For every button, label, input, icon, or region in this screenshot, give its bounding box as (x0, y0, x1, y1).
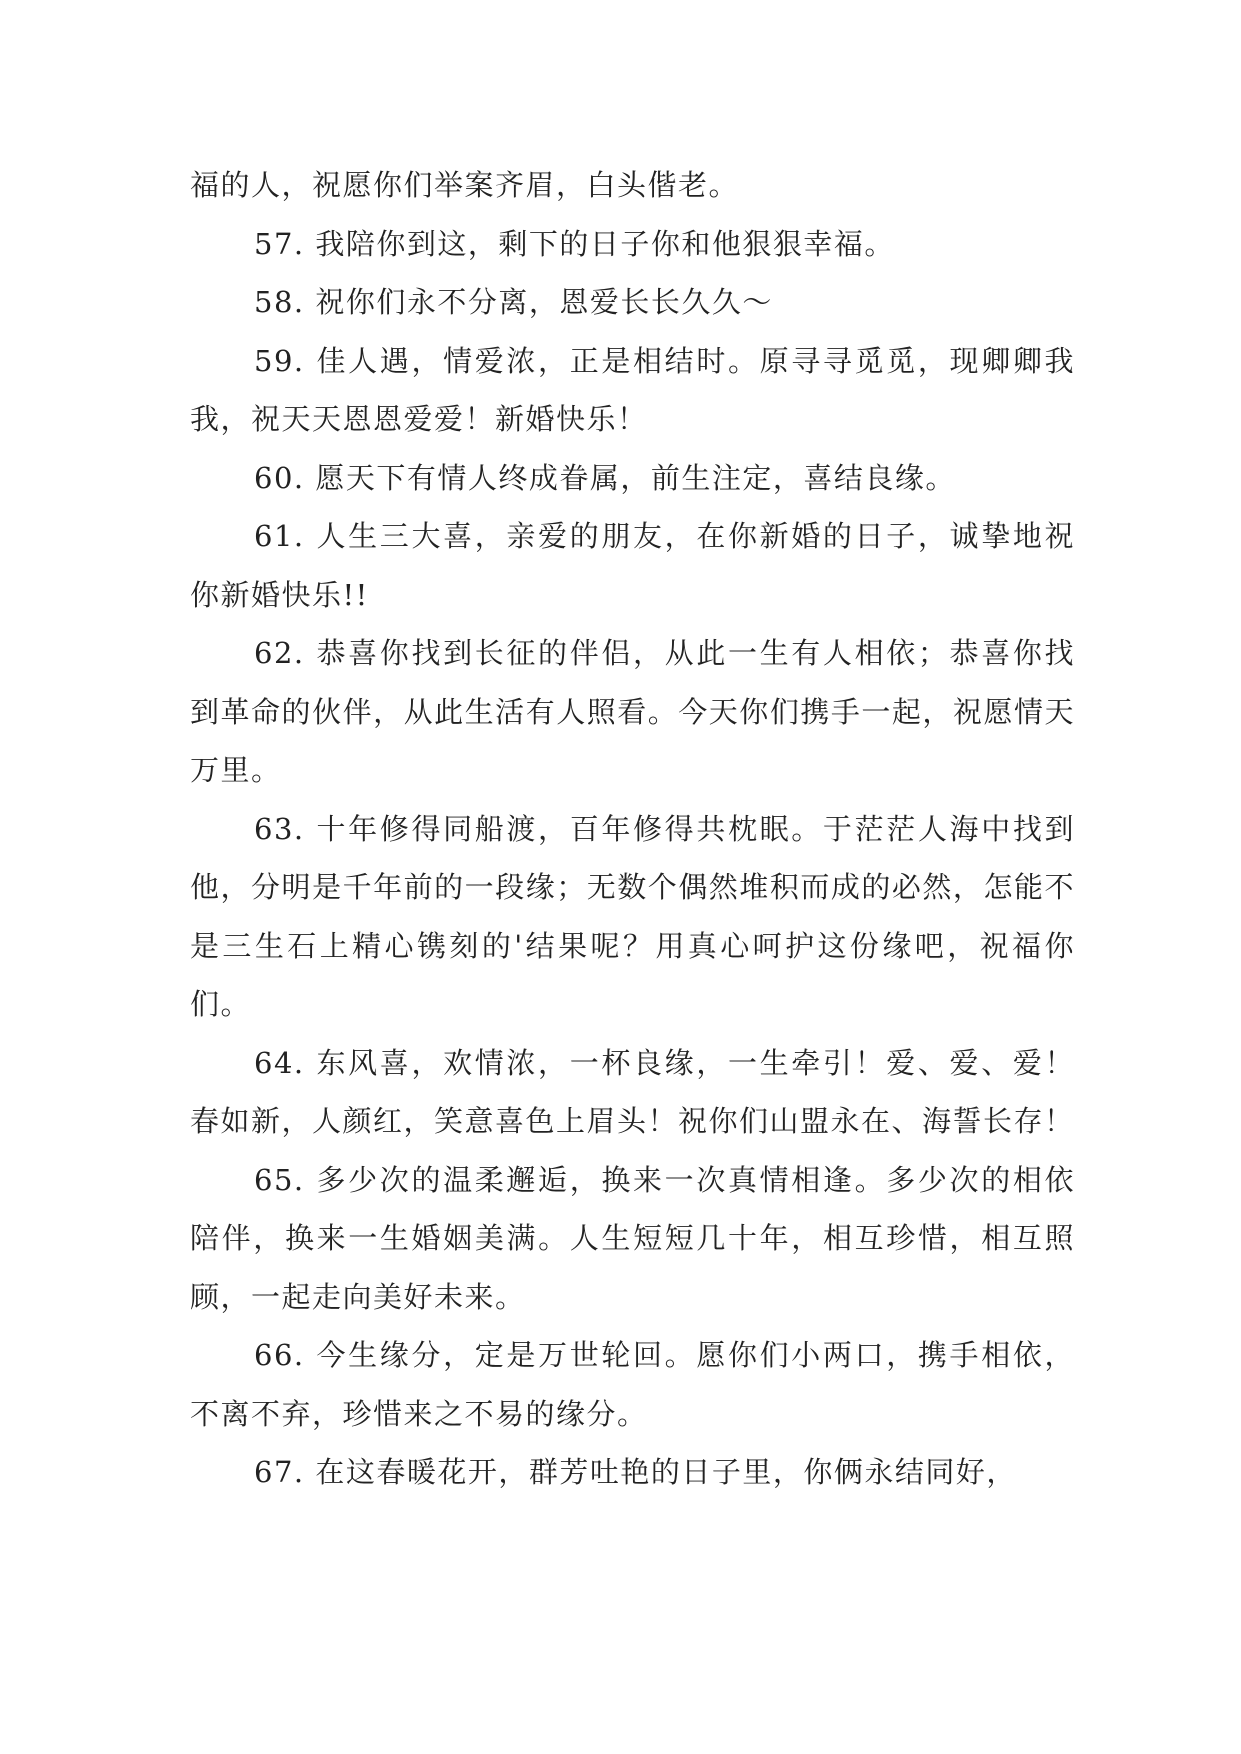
paragraph-60: 60. 愿天下有情人终成眷属，前生注定，喜结良缘。 (254, 460, 956, 495)
paragraph-63: 63. 十年修得同船渡，百年修得共枕眠。于茫茫人海中找到他，分明是千年前的一段缘；无数个偶然堆积而成的必然，怎能不是三生石上精心镌刻的'结果呢？用真心呵护这份缘吧，祝福你们。 (190, 811, 1075, 1021)
paragraph-67: 67. 在这春暖花开，群芳吐艳的日子里，你俩永结同好， (254, 1455, 1017, 1489)
paragraph-59: 59. 佳人遇，情爱浓，正是相结时。原寻寻觅觅，现卿卿我我，祝天天恩恩爱爱！新婚快乐！ (190, 343, 1075, 436)
paragraph-64: 64. 东风喜，欢情浓，一杯良缘，一生牵引！爱、爱、爱！春如新，人颜红，笑意喜色上眉头！祝你们山盟永在、海誓长存！ (190, 1045, 1075, 1138)
paragraph-57: 57. 我陪你到这，剩下的日子你和他狠狠幸福。 (254, 226, 895, 261)
document-body (190, 156, 1075, 1502)
paragraph-58: 58. 祝你们永不分离，恩爱长长久久～ (254, 285, 773, 319)
paragraph-65: 65. 多少次的温柔邂逅，换来一次真情相逢。多少次的相依陪伴，换来一生婚姻美满。人生短短几十年，相互珍惜，相互照顾，一起走向美好未来。 (190, 1162, 1075, 1314)
paragraph-61: 61. 人生三大喜，亲爱的朋友，在你新婚的日子，诚挚地祝你新婚快乐!! (190, 519, 1075, 612)
paragraph-62: 62. 恭喜你找到长征的伴侣，从此一生有人相依；恭喜你找到革命的伙伴，从此生活有人照看。今天你们携手一起，祝愿情天万里。 (190, 636, 1075, 787)
paragraph-continuation: 福的人，祝愿你们举案齐眉，白头偕老。 (190, 168, 740, 202)
paragraph-66: 66. 今生缘分，定是万世轮回。愿你们小两口，携手相依，不离不弃，珍惜来之不易的缘分。 (190, 1338, 1075, 1431)
